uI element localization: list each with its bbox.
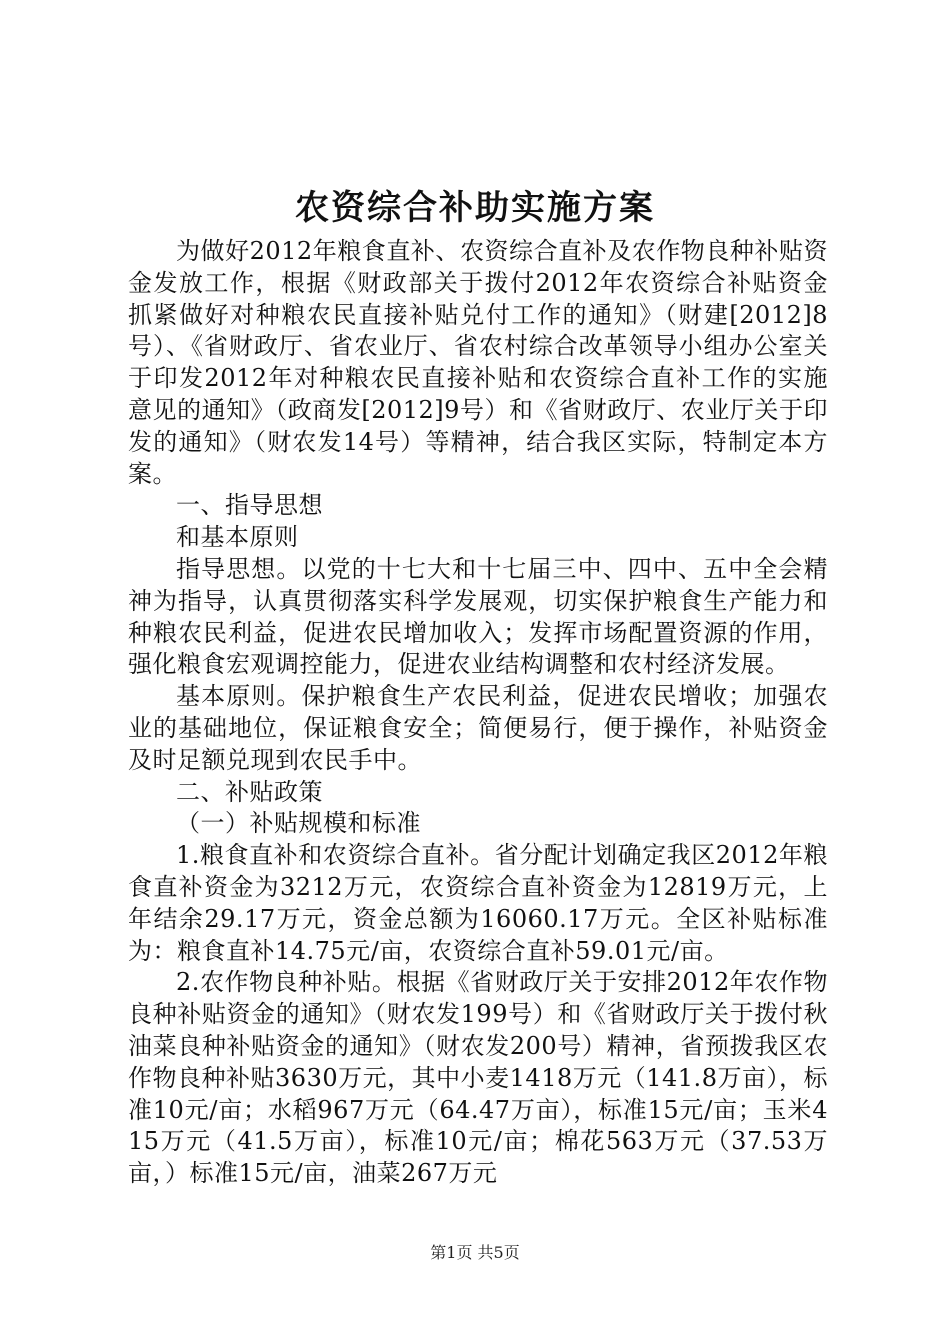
subsection-heading-scale-standard: （一）补贴规模和标准	[176, 809, 421, 838]
seed-subsidy-paragraph: 2.农作物良种补贴。根据《省财政厅关于安排2012年农作物良种补贴资金的通知》（财农发199号）和《省财政厅关于拨付秋油菜良种补贴资金的通知》（财农发200号）精神，省预拨我区农作物良种补贴3630万元，其中小麦1418万元（141.8万亩），标准10元/亩；水稻967万元（64.47万亩），标准15元/亩；玉米415万元（41.5万亩），标准10元/亩；棉花563万元（37.53万亩，）标准15元/亩，油菜267万元	[128, 968, 828, 1188]
grain-subsidy-paragraph: 1.粮食直补和农资综合直补。省分配计划确定我区2012年粮食直补资金为3212万元，农资综合直补资金为12819万元，上年结余29.17万元，资金总额为16060.17万元。全区补贴标准为：粮食直补14.75元/亩，农资综合直补59.01元/亩。	[128, 841, 828, 965]
document-title: 农资综合补助实施方案	[295, 188, 655, 228]
section-heading-subsidy-policy: 二、补贴政策	[176, 777, 323, 806]
section-heading-guiding-ideology: 一、指导思想	[176, 491, 323, 520]
section-heading-basic-principles: 和基本原则	[176, 523, 299, 552]
page-footer: 第1页 共5页	[430, 1243, 520, 1262]
intro-paragraph: 为做好2012年粮食直补、农资综合直补及农作物良种补贴资金发放工作，根据《财政部关于拨付2012年农资综合补贴资金抓紧做好对种粮农民直接补贴兑付工作的通知》（财建[2012]8号）、《省财政厅、省农业厅、省农村综合改革领导小组办公室关于印发2012年对种粮农民直接补贴和农资综合直补工作的实施意见的通知》（政商发[2012]9号）和《省财政厅、农业厅关于印发的通知》（财农发14号）等精神，结合我区实际，特制定本方案。	[128, 237, 828, 488]
basic-principles-paragraph: 基本原则。保护粮食生产农民利益，促进农民增收；加强农业的基础地位，保证粮食安全；简便易行，便于操作，补贴资金及时足额兑现到农民手中。	[128, 682, 828, 774]
guiding-ideology-paragraph: 指导思想。以党的十七大和十七届三中、四中、五中全会精神为指导，认真贯彻落实科学发展观，切实保护粮食生产能力和种粮农民利益，促进农民增加收入；发挥市场配置资源的作用，强化粮食宏观调控能力，促进农业结构调整和农村经济发展。	[128, 554, 828, 679]
document-body	[128, 236, 828, 1190]
